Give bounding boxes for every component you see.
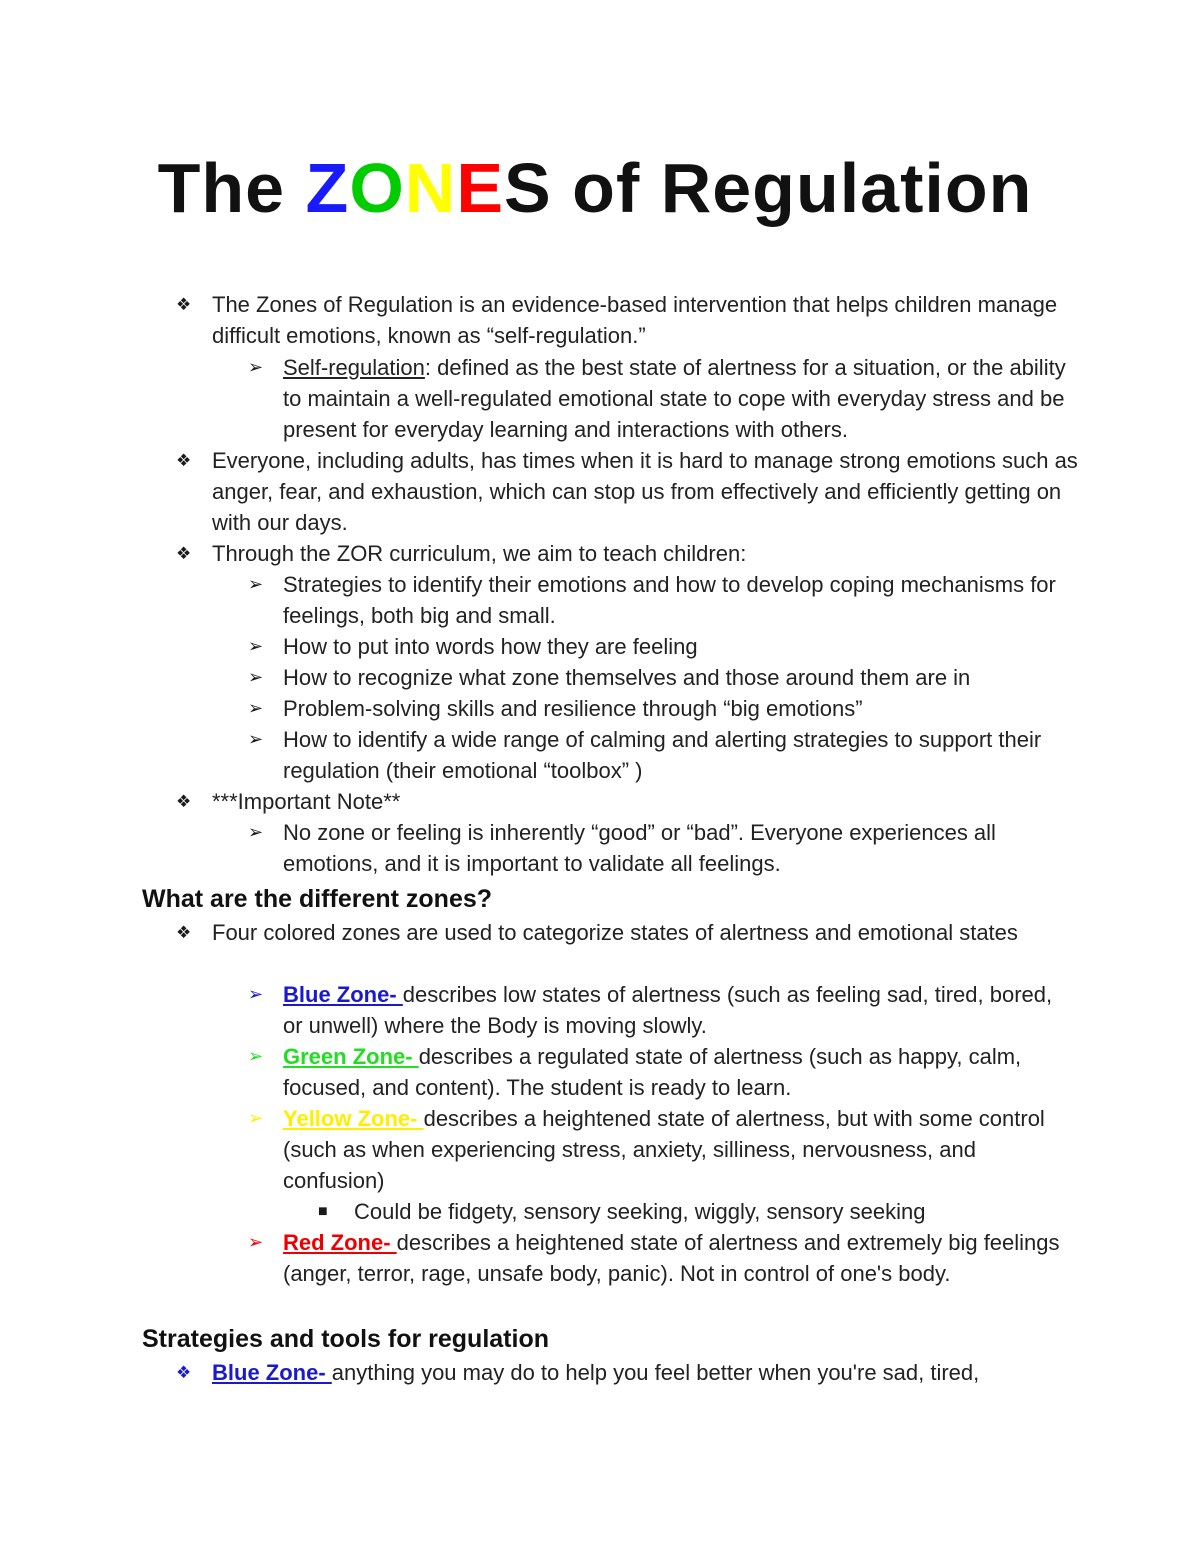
diamond-bullet-icon: ❖ [176, 792, 192, 811]
title-letter-s: S [504, 149, 552, 227]
blue-diamond-bullet-icon: ❖ [176, 1363, 192, 1382]
diamond-bullet-icon: ❖ [176, 544, 192, 563]
zones-heading: What are the different zones? [142, 885, 493, 913]
intro-bullet-2: Everyone, including adults, has times when it is hard to manage strong emotions such as anger, fear, and exhaustion, which can stop us from effectively and efficiently getting on with our days. [212, 448, 1078, 535]
square-bullet-icon: ■ [318, 1203, 328, 1220]
blue-zone-item [283, 979, 1073, 1041]
red-arrow-bullet-icon: ➢ [248, 1232, 264, 1252]
curriculum-goal-4: Problem-solving skills and resilience through “big emotions” [283, 696, 863, 721]
diamond-bullet-icon: ❖ [176, 451, 192, 470]
blue-zone-label: Blue Zone- [283, 982, 403, 1007]
strategies-heading: Strategies and tools for regulation [142, 1325, 549, 1353]
title-letter-z: Z [305, 149, 350, 227]
strategies-blue-text: anything you may do to help you feel better when you're sad, tired, [331, 1360, 980, 1385]
title-letter-o: O [349, 149, 405, 227]
strategies-blue-label: Blue Zone- [212, 1360, 332, 1385]
important-note-text: No zone or feeling is inherently “good” or “bad”. Everyone experiences all emotions, and it is important to validate all feelings. [283, 820, 996, 876]
yellow-zone-subitem: Could be fidgety, sensory seeking, wiggly, sensory seeking [354, 1199, 926, 1224]
self-regulation-term: Self-regulation [283, 355, 425, 380]
self-regulation-definition [283, 352, 1073, 445]
curriculum-goal-3: How to recognize what zone themselves and those around them are in [283, 665, 971, 690]
curriculum-goal-5: How to identify a wide range of calming and alerting strategies to support their regulation (their emotional “toolbox” ) [283, 727, 1042, 783]
zones-intro: Four colored zones are used to categorize states of alertness and emotional states [212, 920, 1018, 945]
intro-bullet-3: Through the ZOR curriculum, we aim to teach children: [212, 541, 747, 566]
strategies-blue-item [212, 1357, 1082, 1388]
blue-zone-text: describes low states of alertness (such as feeling sad, tired, bored, or unwell) where the Body is moving slowly. [283, 982, 1053, 1038]
green-zone-text: describes a regulated state of alertness (such as happy, calm, focused, and content). The student is ready to learn. [283, 1044, 1022, 1100]
arrow-bullet-icon: ➢ [248, 636, 264, 656]
diamond-bullet-icon: ❖ [176, 923, 192, 942]
title-letter-e: E [456, 149, 505, 227]
yellow-arrow-bullet-icon: ➢ [248, 1108, 264, 1128]
yellow-zone-text: describes a heightened state of alertness, but with some control (such as when experiencing stress, anxiety, silliness, nervousness, and confusion) [283, 1106, 1045, 1193]
curriculum-goal-1: Strategies to identify their emotions and how to develop coping mechanisms for feelings, both big and small. [283, 572, 1056, 628]
yellow-zone-label: Yellow Zone- [283, 1106, 424, 1131]
arrow-bullet-icon: ➢ [248, 667, 264, 687]
green-zone-item [283, 1041, 1073, 1103]
arrow-bullet-icon: ➢ [248, 729, 264, 749]
arrow-bullet-icon: ➢ [248, 574, 264, 594]
document-title [0, 148, 1190, 228]
diamond-bullet-icon: ❖ [176, 295, 192, 314]
green-zone-label: Green Zone- [283, 1044, 419, 1069]
red-zone-item [283, 1227, 1073, 1289]
self-regulation-text: : defined as the best state of alertness for a situation, or the ability to maintain a well-regulated emotional state to cope with everyday stress and be present for everyday learning and interactions with others. [283, 355, 1066, 442]
green-arrow-bullet-icon: ➢ [248, 1046, 264, 1066]
red-zone-label: Red Zone- [283, 1230, 397, 1255]
title-suffix: of Regulation [551, 149, 1033, 227]
title-prefix: The [157, 149, 306, 227]
intro-bullet-1: The Zones of Regulation is an evidence-based intervention that helps children manage difficult emotions, known as “self-regulation.” [212, 292, 1058, 348]
arrow-bullet-icon: ➢ [248, 357, 264, 377]
arrow-bullet-icon: ➢ [248, 822, 264, 842]
title-letter-n: N [404, 149, 457, 227]
blue-arrow-bullet-icon: ➢ [248, 984, 264, 1004]
important-note: ***Important Note** [212, 789, 401, 814]
curriculum-goal-2: How to put into words how they are feeling [283, 634, 698, 659]
red-zone-text: describes a heightened state of alertness and extremely big feelings (anger, terror, rage, unsafe body, panic). Not in control of one's body. [283, 1230, 1060, 1286]
arrow-bullet-icon: ➢ [248, 698, 264, 718]
yellow-zone-item [283, 1103, 1073, 1196]
